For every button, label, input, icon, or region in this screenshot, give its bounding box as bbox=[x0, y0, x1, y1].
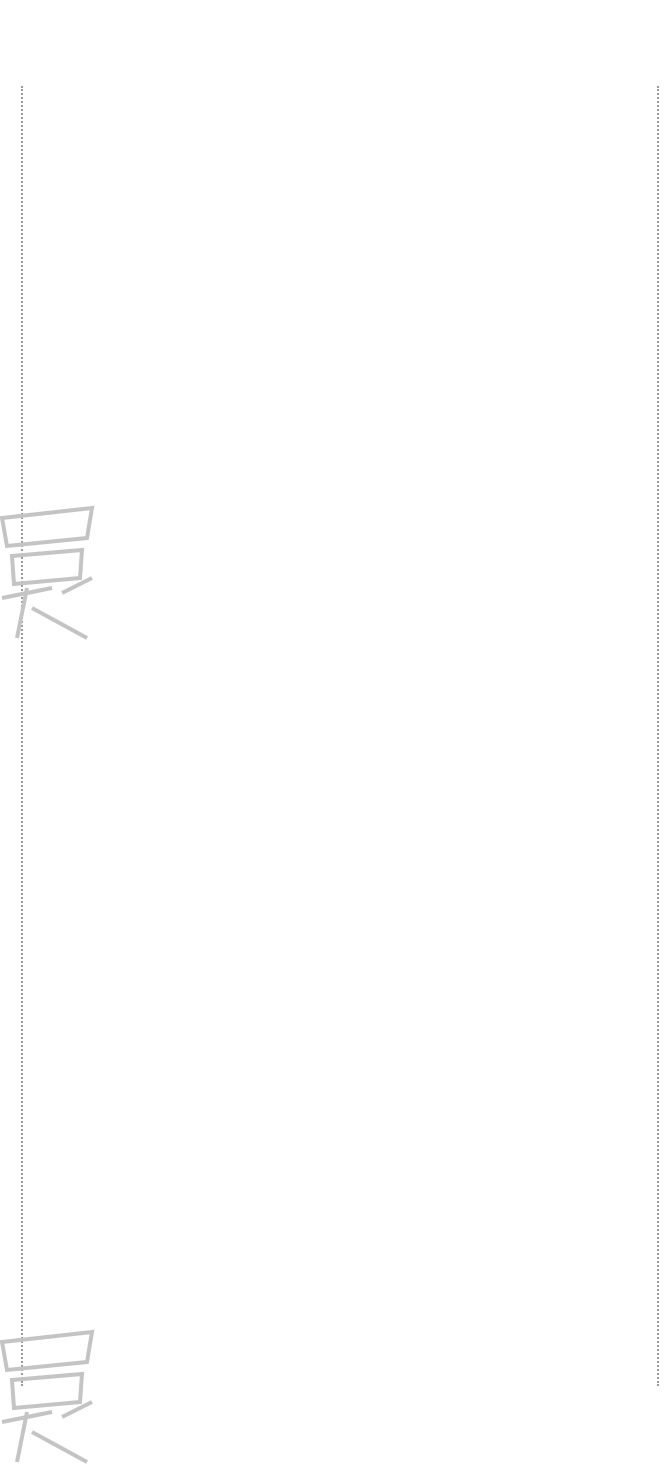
watermark-top bbox=[0, 498, 112, 648]
watermark-bottom bbox=[0, 1322, 112, 1472]
